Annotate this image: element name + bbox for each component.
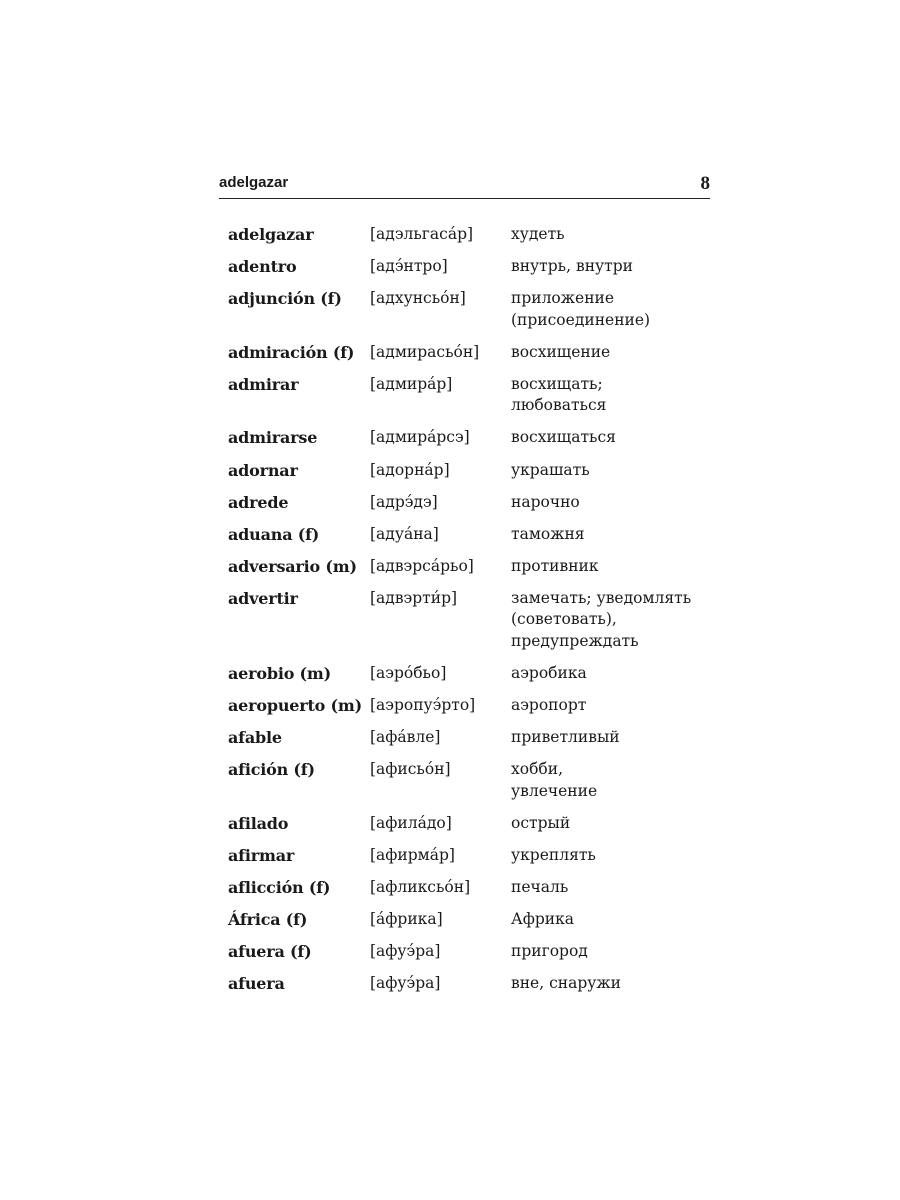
headword: afilado bbox=[228, 813, 289, 833]
translation: аэробика bbox=[511, 664, 587, 683]
dictionary-entry bbox=[228, 877, 708, 899]
translation: противник bbox=[511, 556, 599, 575]
transcription: [афа́вле] bbox=[370, 728, 441, 747]
translation: восхищать; любоваться bbox=[511, 374, 607, 415]
headword: aduana (f) bbox=[228, 524, 320, 544]
headword: afable bbox=[228, 728, 282, 748]
transcription: [адорна́р] bbox=[370, 460, 450, 479]
dictionary-entry bbox=[228, 224, 708, 246]
headword: admirar bbox=[228, 374, 299, 394]
headword: afuera (f) bbox=[228, 942, 312, 962]
translation: восхищаться bbox=[511, 428, 616, 447]
dictionary-entry bbox=[228, 727, 708, 749]
dictionary-entry bbox=[228, 663, 708, 685]
dictionary-entry bbox=[228, 374, 708, 417]
running-head-word: adelgazar bbox=[219, 174, 289, 191]
translation: вне, снаружи bbox=[511, 974, 621, 993]
dictionary-entry bbox=[228, 759, 708, 802]
dictionary-entry bbox=[228, 941, 708, 963]
transcription: [адэ́нтро] bbox=[370, 257, 448, 276]
translation: укреплять bbox=[511, 846, 596, 864]
translation: приложение (присоединение) bbox=[511, 289, 651, 329]
dictionary-entry bbox=[228, 492, 708, 514]
translation: печаль bbox=[511, 878, 569, 897]
transcription: [адмира́рсэ] bbox=[370, 428, 470, 447]
transcription: [адрэ́дэ] bbox=[370, 492, 438, 511]
page-number: 8 bbox=[700, 173, 710, 194]
dictionary-entry bbox=[228, 256, 708, 278]
entry-list bbox=[228, 224, 708, 1005]
dictionary-entry bbox=[228, 973, 708, 995]
headword: advertir bbox=[228, 588, 298, 608]
headword: admiración (f) bbox=[228, 342, 355, 362]
transcription: [адвэрти́р] bbox=[370, 588, 458, 607]
dictionary-entry bbox=[228, 695, 708, 717]
transcription: [адмира́р] bbox=[370, 374, 453, 393]
dictionary-entry bbox=[228, 909, 708, 931]
translation: аэропорт bbox=[511, 696, 587, 715]
dictionary-entry bbox=[228, 460, 708, 482]
headword: aerobio (m) bbox=[228, 664, 332, 684]
transcription: [адмирасьо́н] bbox=[370, 342, 480, 361]
translation: нарочно bbox=[511, 492, 580, 511]
headword: adrede bbox=[228, 492, 289, 512]
headword: aeropuerto (m) bbox=[228, 696, 362, 716]
transcription: [адвэрса́рьо] bbox=[370, 556, 474, 575]
headword: adentro bbox=[228, 257, 297, 277]
transcription: [афуэ́ра] bbox=[370, 974, 441, 993]
transcription: [афила́до] bbox=[370, 813, 452, 832]
headword: afuera bbox=[228, 974, 285, 994]
translation: восхищение bbox=[511, 342, 611, 361]
transcription: [адуа́на] bbox=[370, 524, 439, 543]
running-header bbox=[219, 174, 710, 199]
transcription: [афирма́р] bbox=[370, 846, 455, 864]
translation: украшать bbox=[511, 460, 590, 479]
dictionary-entry bbox=[228, 556, 708, 578]
headword: adjunción (f) bbox=[228, 289, 342, 309]
dictionary-entry bbox=[228, 588, 708, 653]
headword: adversario (m) bbox=[228, 556, 357, 576]
translation: замечать; уведомлять (советовать), предупреждать bbox=[511, 588, 692, 650]
dictionary-entry bbox=[228, 813, 708, 835]
headword: adelgazar bbox=[228, 225, 314, 244]
transcription: [аэропуэ́рто] bbox=[370, 696, 476, 715]
dictionary-entry bbox=[228, 524, 708, 546]
headword: adornar bbox=[228, 460, 298, 480]
translation: таможня bbox=[511, 524, 585, 543]
translation: внутрь, внутри bbox=[511, 257, 633, 276]
translation: хобби, увлечение bbox=[511, 760, 598, 800]
headword: África (f) bbox=[228, 910, 308, 930]
transcription: [аэро́бьо] bbox=[370, 664, 447, 683]
translation: худеть bbox=[511, 225, 565, 243]
dictionary-entry bbox=[228, 342, 708, 364]
headword: aflicción (f) bbox=[228, 878, 331, 898]
translation: приветливый bbox=[511, 728, 620, 747]
transcription: [афуэ́ра] bbox=[370, 942, 441, 961]
headword: afición (f) bbox=[228, 760, 315, 780]
dictionary-entry bbox=[228, 427, 708, 449]
headword: admirarse bbox=[228, 428, 318, 448]
transcription: [адхунсьо́н] bbox=[370, 289, 466, 308]
transcription: [адэльгаса́р] bbox=[370, 225, 474, 243]
translation: острый bbox=[511, 813, 571, 832]
transcription: [а́фрика] bbox=[370, 910, 443, 929]
headword: afirmar bbox=[228, 846, 295, 865]
translation: Африка bbox=[511, 910, 575, 929]
transcription: [афисьо́н] bbox=[370, 760, 451, 779]
transcription: [афликсьо́н] bbox=[370, 878, 471, 897]
dictionary-entry bbox=[228, 288, 708, 331]
translation: пригород bbox=[511, 942, 588, 961]
dictionary-entry bbox=[228, 845, 708, 867]
